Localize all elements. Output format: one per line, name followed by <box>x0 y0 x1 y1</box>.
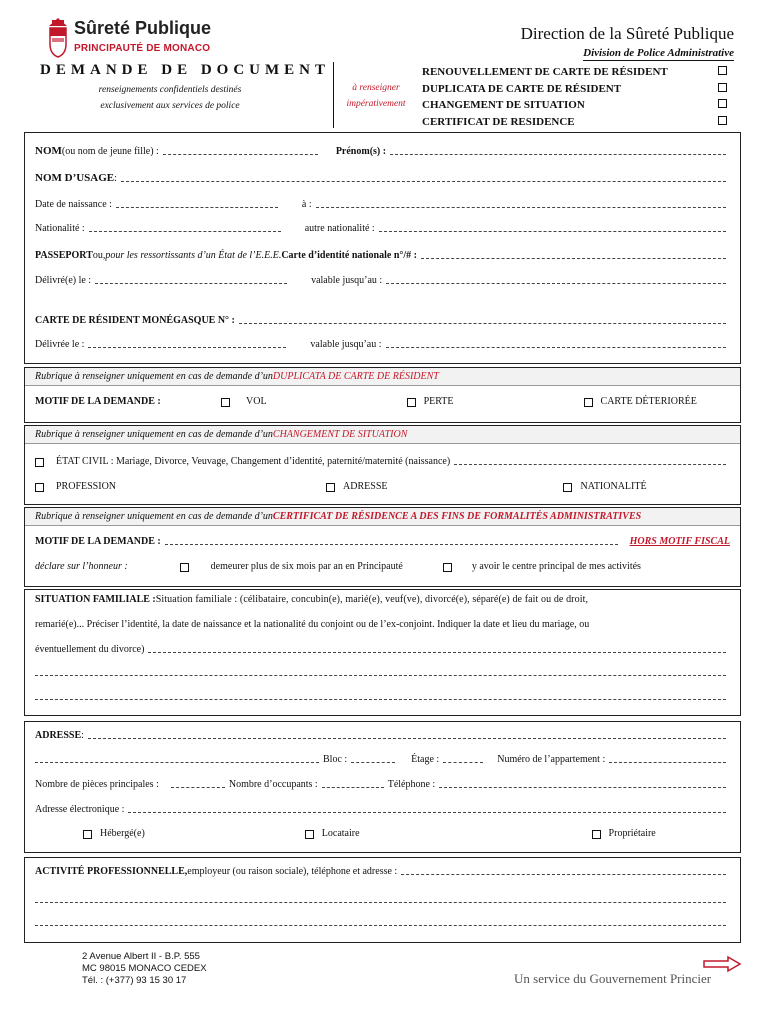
nom-label: NOM <box>35 145 62 157</box>
type-certificat-label: CERTIFICAT DE RESIDENCE <box>422 115 575 128</box>
carte-delivree-field[interactable] <box>88 347 286 348</box>
occupants-label: Nombre d’occupants : <box>228 779 318 790</box>
duplicata-section <box>24 367 741 423</box>
nationalite-field[interactable] <box>89 231 281 232</box>
appartement-field[interactable] <box>609 762 726 763</box>
situation-field-2[interactable] <box>35 675 726 676</box>
adresse-label: ADRESSE <box>35 730 82 741</box>
situation-field-1[interactable] <box>148 652 726 653</box>
carte-valable-label: valable jusqu’au : <box>310 339 382 350</box>
locataire-label: Locataire <box>321 828 360 839</box>
adresse-colon: : <box>81 730 84 741</box>
changement-section <box>24 425 741 505</box>
passeport-label: PASSEPORT <box>35 250 93 261</box>
passeport-valable-label: valable jusqu’au : <box>311 275 383 286</box>
occupants-field[interactable] <box>322 787 384 788</box>
mandatory-note <box>336 80 416 112</box>
profession-label: PROFESSION <box>56 481 117 492</box>
duplicata-rubrique: Rubrique à renseigner uniquement en cas de demande d’un <box>35 371 273 382</box>
activite-label: ACTIVITÉ PROFESSIONNELLE, <box>35 866 188 877</box>
telephone-field[interactable] <box>439 787 726 788</box>
logo-subtitle: PRINCIPAUTÉ DE MONACO <box>74 43 211 54</box>
passeport-eee-note: pour les ressortissants d’un État de l’E.E.E. <box>105 250 282 261</box>
lieu-naissance-field[interactable] <box>316 207 726 208</box>
nom-usage-label: NOM D’USAGE <box>35 172 115 184</box>
division-subtitle: Division de Police Administrative <box>583 47 734 59</box>
carte-resident-label: CARTE DE RÉSIDENT MONÉGASQUE N° : <box>35 315 235 326</box>
email-label: Adresse électronique : <box>35 804 125 815</box>
hors-motif-fiscal: HORS MOTIF FISCAL <box>629 536 730 547</box>
email-field[interactable] <box>128 812 726 813</box>
changement-rubrique-red: CHANGEMENT DE SITUATION <box>272 429 408 440</box>
motif-perte-checkbox[interactable] <box>407 398 416 407</box>
appartement-label: Numéro de l’appartement : <box>497 754 606 765</box>
prenom-field[interactable] <box>390 154 726 155</box>
carte-valable-field[interactable] <box>386 347 726 348</box>
footer-address-line-1: 2 Avenue Albert II - B.P. 555 <box>82 951 200 962</box>
nationalite-option-label: NATIONALITÉ <box>580 481 647 492</box>
bloc-field[interactable] <box>351 762 395 763</box>
type-renouvellement-checkbox[interactable] <box>718 66 727 75</box>
logo-title: Sûreté Publique <box>74 18 212 38</box>
document-types <box>422 64 668 130</box>
motif-vol-checkbox[interactable] <box>221 398 230 407</box>
telephone-label: Téléphone : <box>387 779 436 790</box>
heberge-checkbox[interactable] <box>83 830 92 839</box>
passeport-delivre-field[interactable] <box>95 283 287 284</box>
certificat-section <box>24 507 741 587</box>
motif-perte-label: PERTE <box>423 396 454 407</box>
passeport-field[interactable] <box>421 258 726 259</box>
heberge-label: Hébergé(e) <box>100 828 145 839</box>
situation-text-1: Situation familiale : (célibataire, concubin(e), marié(e), veuf(ve), divorcé(e), séparé(e) de fait ou de droit, <box>155 594 589 605</box>
adresse-field[interactable] <box>88 738 726 739</box>
footer-address-line-3: Tél. : (+377) 93 15 30 17 <box>82 975 187 986</box>
document-type-checkboxes <box>718 66 727 132</box>
passeport-delivre-label: Délivré(e) le : <box>35 275 92 286</box>
nom-field[interactable] <box>163 154 318 155</box>
type-changement-label: CHANGEMENT DE SITUATION <box>422 99 585 111</box>
certificat-rubrique: Rubrique à renseigner uniquement en cas de demande d’un <box>35 511 273 522</box>
direction-title: Direction de la Sûreté Publique <box>520 24 734 43</box>
type-certificat-checkbox[interactable] <box>718 116 727 125</box>
confidential-note <box>60 82 280 114</box>
date-naissance-field[interactable] <box>116 207 278 208</box>
adresse-field-2[interactable] <box>35 762 319 763</box>
confidential-line-1: renseignements confidentiels destinés <box>98 85 242 95</box>
cni-label: Carte d’identité nationale n°/# : <box>281 250 417 261</box>
confidential-line-2: exclusivement aux services de police <box>100 101 240 111</box>
etage-label: Étage : <box>411 754 440 765</box>
autre-nationalite-label: autre nationalité : <box>304 223 375 234</box>
adresse-section <box>24 721 741 853</box>
mandatory-line-2: impérativement <box>346 99 406 109</box>
centre-activites-checkbox[interactable] <box>443 563 452 572</box>
locataire-checkbox[interactable] <box>305 830 314 839</box>
adresse-option-label: ADRESSE <box>343 481 388 492</box>
motif-vol-label: VOL <box>246 396 267 407</box>
carte-delivree-label: Délivrée le : <box>35 339 85 350</box>
nom-usage-colon: : <box>114 173 117 184</box>
situation-section <box>24 589 741 716</box>
six-mois-checkbox[interactable] <box>180 563 189 572</box>
activite-text: employeur (ou raison sociale), téléphone et adresse : <box>187 866 398 877</box>
identity-section <box>24 132 741 364</box>
duplicata-rubrique-red: DUPLICATA DE CARTE DE RÉSIDENT <box>272 371 439 382</box>
autre-nationalite-field[interactable] <box>379 231 726 232</box>
prenom-label: Prénom(s) : <box>335 146 387 157</box>
passeport-valable-field[interactable] <box>386 283 726 284</box>
divider <box>333 62 334 128</box>
footer-address <box>82 951 207 987</box>
certificat-motif-field[interactable] <box>165 544 618 545</box>
situation-text-3: éventuellement du divorce) <box>35 644 145 655</box>
carte-resident-field[interactable] <box>239 323 726 324</box>
type-duplicata-checkbox[interactable] <box>718 83 727 92</box>
declare-honneur-label: déclare sur l’honneur : <box>35 561 128 572</box>
activite-field-3[interactable] <box>35 925 726 926</box>
etat-civil-checkbox[interactable] <box>35 458 44 467</box>
type-renouvellement-label: RENOUVELLEMENT DE CARTE DE RÉSIDENT <box>422 66 668 78</box>
profession-checkbox[interactable] <box>35 483 44 492</box>
proprietaire-checkbox[interactable] <box>592 830 601 839</box>
pieces-label: Nombre de pièces principales : <box>35 779 159 790</box>
footer-address-line-2: MC 98015 MONACO CEDEX <box>82 963 207 974</box>
duplicata-motif-label: MOTIF DE LA DEMANDE : <box>35 396 161 407</box>
situation-field-3[interactable] <box>35 699 726 700</box>
motif-deterioree-checkbox[interactable] <box>584 398 593 407</box>
six-mois-label: demeurer plus de six mois par an en Principauté <box>210 561 403 572</box>
certificat-rubrique-red: CERTIFICAT DE RÉSIDENCE A DES FINS DE FORMALITÉS ADMINISTRATIVES <box>272 511 642 522</box>
type-duplicata-label: DUPLICATA DE CARTE DE RÉSIDENT <box>422 82 622 95</box>
proprietaire-label: Propriétaire <box>608 828 656 839</box>
activite-field[interactable] <box>401 874 726 875</box>
centre-activites-label: y avoir le centre principal de mes activités <box>471 561 641 572</box>
situation-label: SITUATION FAMILIALE : <box>35 594 156 605</box>
adresse-checkbox[interactable] <box>326 483 335 492</box>
next-page-arrow-icon[interactable] <box>702 955 742 973</box>
mandatory-line-1: à renseigner <box>352 83 400 93</box>
situation-text-2: remarié(e)... Préciser l’identité, la date de naissance et la nationalité du conjoint ou de l’ex-conjoint. Indiquer la date et lieu du mariage, ou <box>35 619 590 630</box>
lieu-naissance-label: à : <box>301 199 312 210</box>
certificat-motif-label: MOTIF DE LA DEMANDE : <box>35 536 161 547</box>
etage-field[interactable] <box>443 762 483 763</box>
type-changement-checkbox[interactable] <box>718 99 727 108</box>
etat-civil-field[interactable] <box>454 464 726 465</box>
nationalite-checkbox[interactable] <box>563 483 572 492</box>
nationalite-label: Nationalité : <box>35 223 85 234</box>
changement-rubrique: Rubrique à renseigner uniquement en cas de demande d’un <box>35 429 273 440</box>
logo <box>46 16 246 66</box>
bloc-label: Bloc : <box>323 754 348 765</box>
nom-hint: (ou nom de jeune fille) : <box>61 146 159 157</box>
motif-deterioree-label: CARTE DÉTERIORÉE <box>600 396 697 407</box>
activite-field-2[interactable] <box>35 902 726 903</box>
date-naissance-label: Date de naissance : <box>35 199 112 210</box>
document-title: DEMANDE DE DOCUMENT <box>40 62 330 78</box>
pieces-field[interactable] <box>171 787 225 788</box>
monaco-crest-icon <box>46 16 70 58</box>
nom-usage-field[interactable] <box>121 181 726 182</box>
footer-government: Un service du Gouvernement Princier <box>514 971 712 986</box>
passeport-ou: ou, <box>92 250 106 261</box>
etat-civil-label: ÉTAT CIVIL : Mariage, Divorce, Veuvage, Changement d’identité, paternité/maternité (naissance) <box>56 456 451 467</box>
activite-section <box>24 857 741 943</box>
